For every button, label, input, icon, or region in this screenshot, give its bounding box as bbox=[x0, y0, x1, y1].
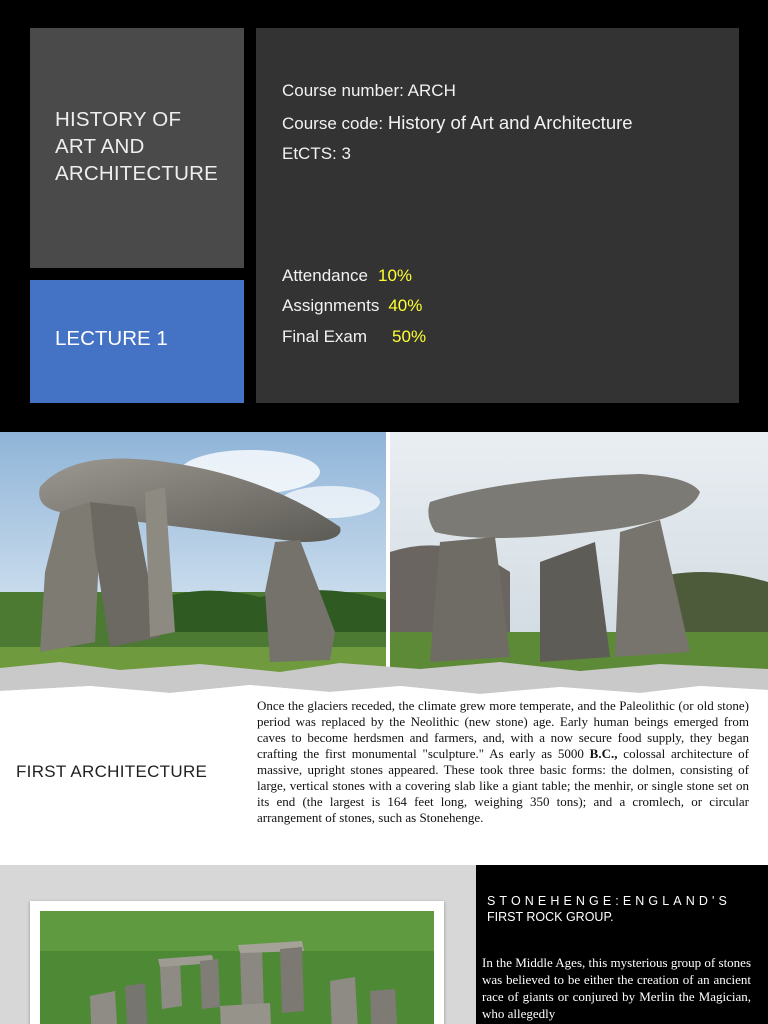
ects-credits: EtCTS: 3 bbox=[282, 144, 351, 163]
stonehenge-title-line-1: STONEHENGE:ENGLAND'S bbox=[487, 894, 731, 908]
stonehenge-slide bbox=[0, 865, 768, 1024]
course-number: Course number: ARCH bbox=[282, 81, 456, 100]
course-title bbox=[55, 106, 235, 187]
stonehenge-info-panel bbox=[476, 865, 768, 1024]
paragraph-part-1: Once the glaciers receded, the climate grew more temperate, and the Paleolithic (or old stone) period was replaced by the Neolithic (new stone) age. Early human beings emerged from caves to become herdsmen and farmers, and, with a now secure food supply, they began crafting the first monumental "sculpture." As early as 5000 bbox=[257, 698, 749, 761]
grade-percent: 40% bbox=[388, 296, 423, 315]
grade-label: Attendance bbox=[282, 266, 369, 285]
grade-label: Final Exam bbox=[282, 327, 368, 346]
dolmen-photo-right bbox=[390, 432, 768, 672]
course-info-box bbox=[256, 28, 739, 403]
course-title-line-1: HISTORY OF bbox=[55, 108, 182, 131]
dolmen-photo-left bbox=[0, 432, 386, 672]
grade-percent: 50% bbox=[392, 327, 427, 346]
stonehenge-photo-frame bbox=[30, 901, 444, 1024]
course-title-line-2: ART AND bbox=[55, 135, 145, 158]
stonehenge-title-line-2: FIRST ROCK GROUP. bbox=[487, 910, 614, 924]
lecture-box bbox=[30, 280, 244, 403]
stonehenge-paragraph: In the Middle Ages, this mysterious group of stones was believed to be either the creation of an ancient race of giants or conjured by Merlin the Magician, who allegedly bbox=[482, 955, 752, 1021]
grade-percent: 10% bbox=[378, 266, 413, 285]
course-title-box bbox=[30, 28, 244, 268]
grade-final-exam bbox=[282, 327, 426, 347]
section-paragraph bbox=[257, 698, 749, 826]
course-title-slide bbox=[0, 0, 768, 432]
first-architecture-slide bbox=[0, 432, 768, 864]
grade-assignments bbox=[282, 296, 422, 316]
course-code-value: History of Art and Architecture bbox=[387, 112, 633, 133]
paragraph-part-2: colossal architecture of massive, upright stones appeared. These took three basic forms: the dolmen, consisting of large, vertical stones with a covering slab like a giant table; the menhir, or single stone set on its end (the largest is 164 feet long, weighing 350 tons); and a cromlech, or circular arrangement of stones, such as Stonehenge. bbox=[257, 746, 749, 825]
course-code-label: Course code: bbox=[282, 114, 388, 133]
paragraph-bold-date: B.C., bbox=[589, 746, 618, 761]
stonehenge-photo bbox=[40, 911, 434, 1024]
lecture-label: LECTURE 1 bbox=[55, 327, 168, 350]
grade-label: Assignments bbox=[282, 296, 380, 315]
course-title-line-3: ARCHITECTURE bbox=[55, 162, 218, 185]
section-heading: FIRST ARCHITECTURE bbox=[16, 762, 208, 781]
course-code bbox=[282, 112, 633, 134]
grade-attendance bbox=[282, 266, 412, 286]
